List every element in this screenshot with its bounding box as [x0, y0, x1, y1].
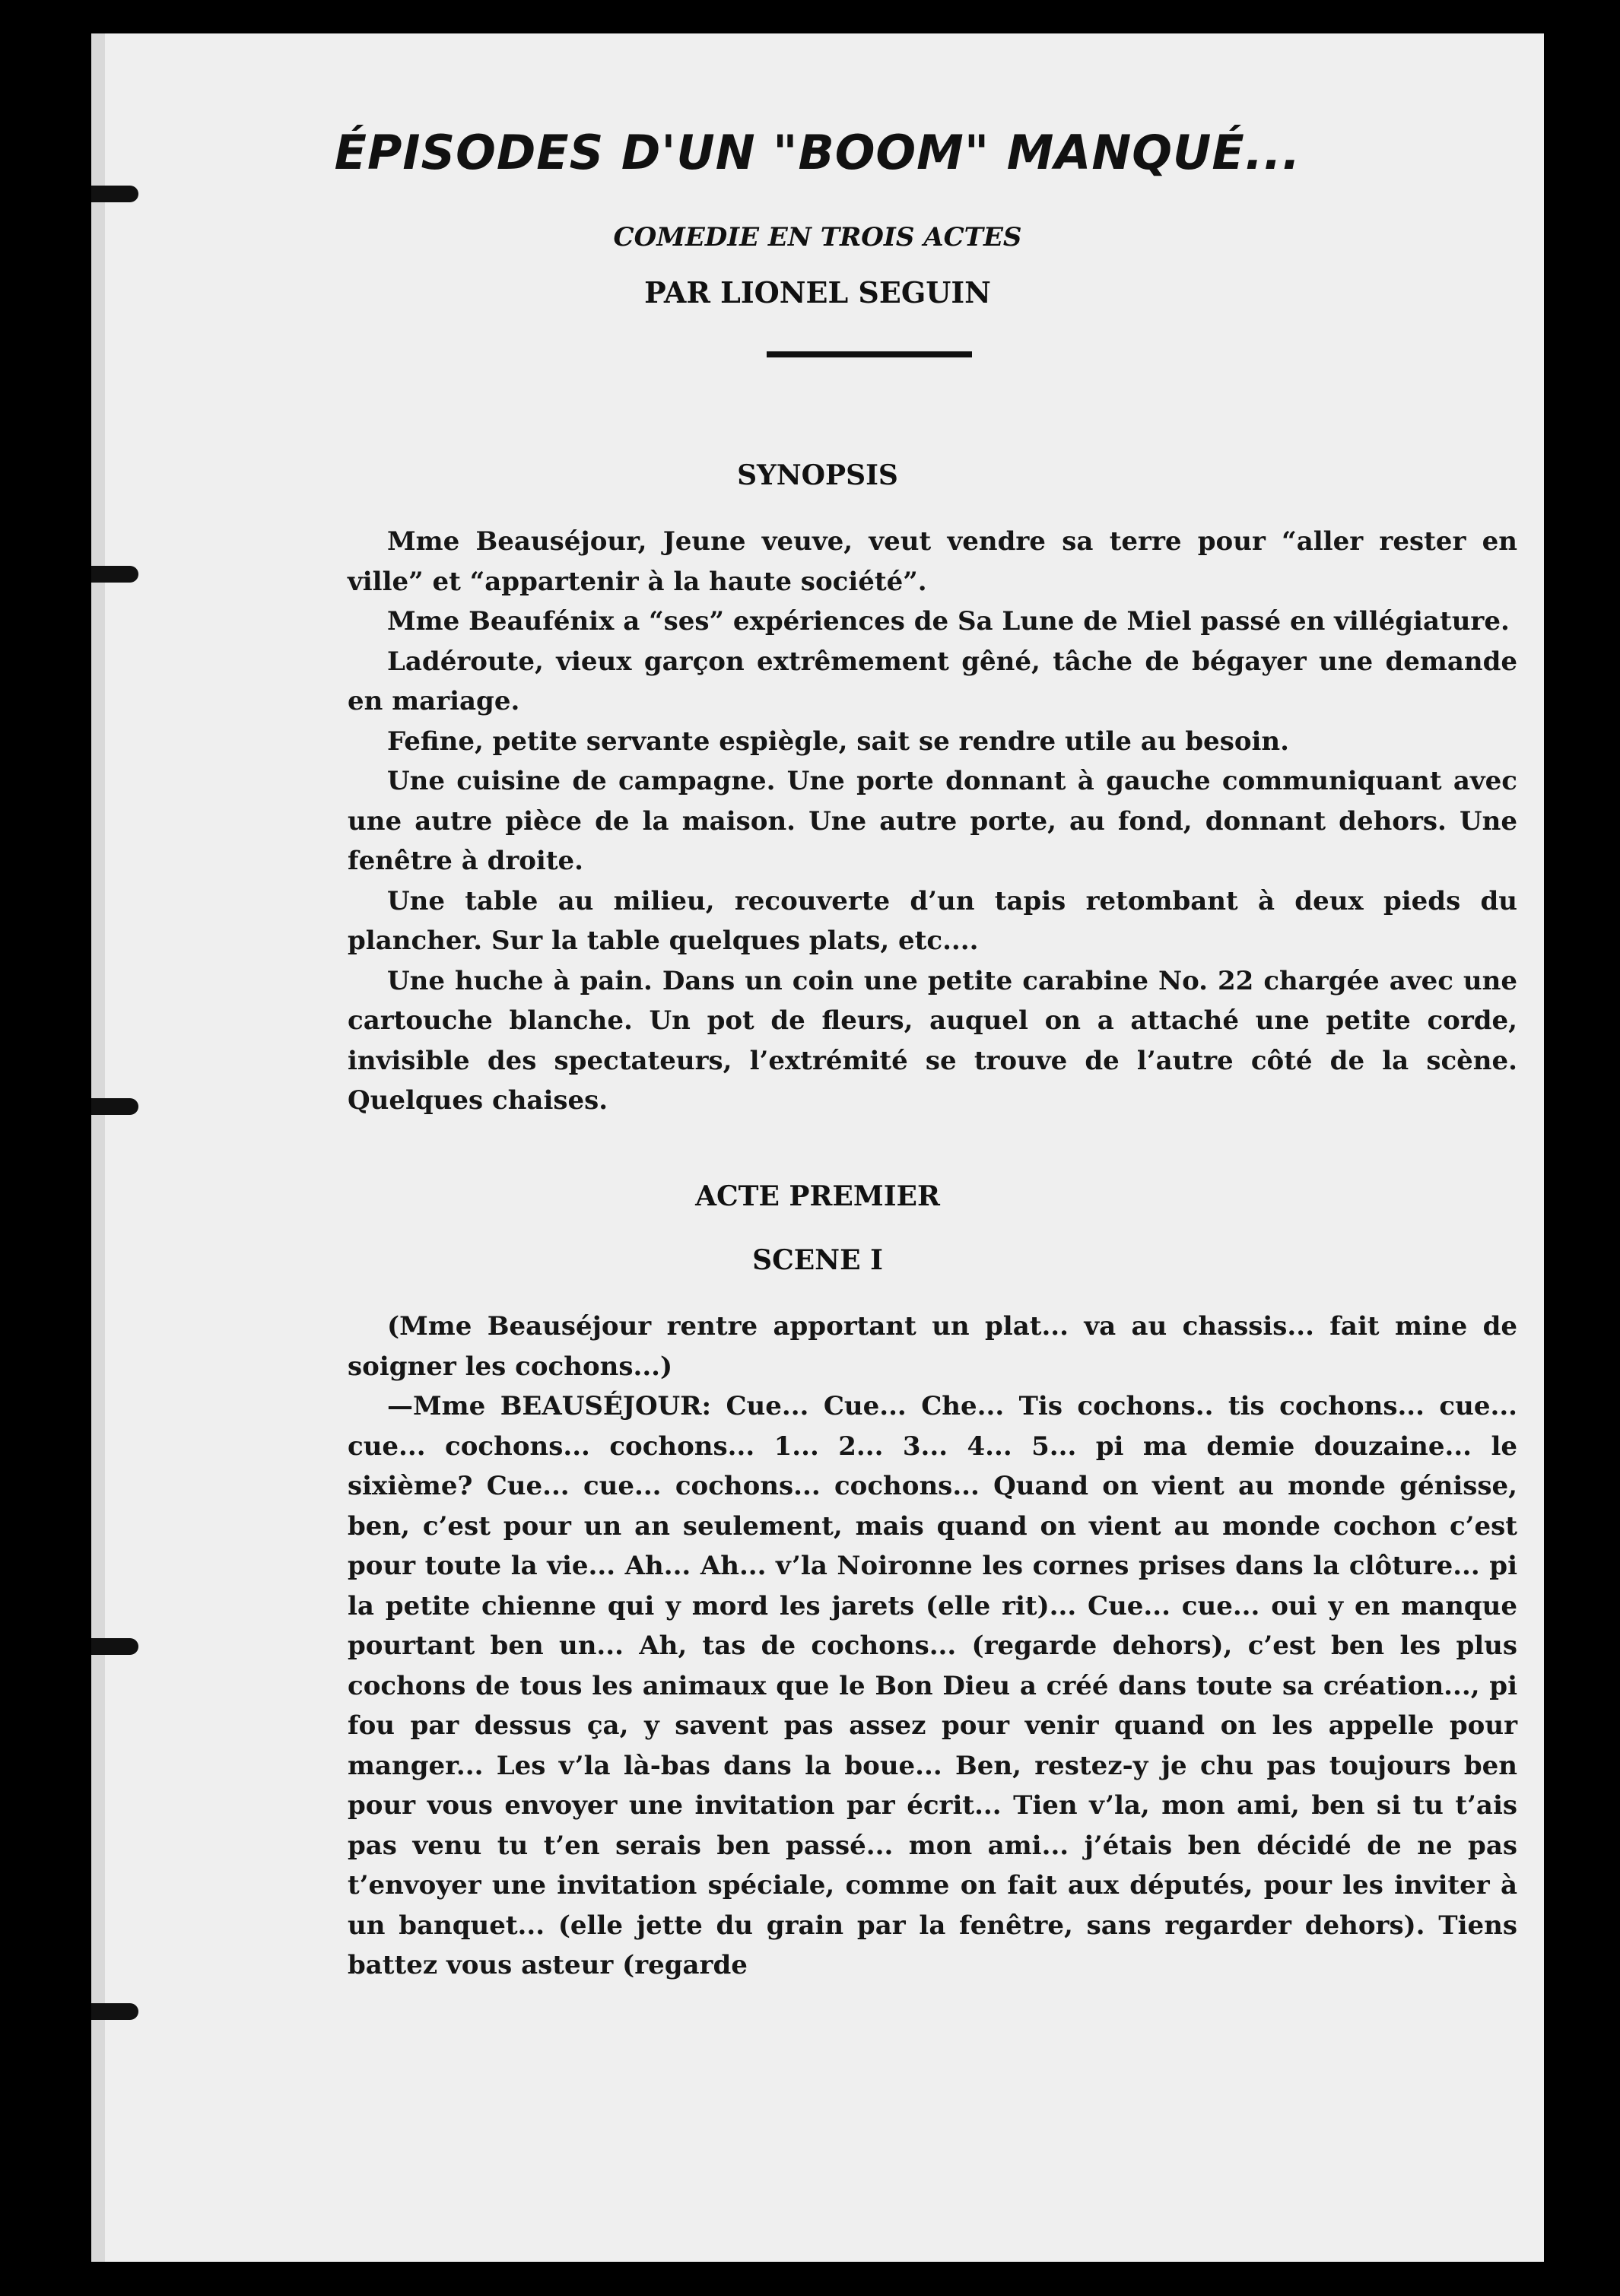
document-page [91, 33, 1544, 2262]
play-subtitle: COMEDIE EN TROIS ACTES [613, 222, 1022, 252]
binding-spine [91, 33, 105, 2262]
play-title: ÉPISODES D'UN "BOOM" MANQUÉ... [334, 125, 1301, 180]
title-rule [767, 351, 972, 357]
binding-staple [91, 1098, 138, 1115]
binding-staple [91, 186, 138, 202]
synopsis-body [348, 522, 1517, 1121]
act-heading: ACTE PREMIER [695, 1180, 940, 1212]
synopsis-paragraph: Une huche à pain. Dans un coin une petite carabine No. 22 chargée avec une cartouche blanche. Un pot de fleurs, auquel on a attaché une petite corde, invisible des spectateurs, l’extrémité se trouve de l’autre côté de la scène. Quelques chaises. [348, 965, 1517, 1116]
synopsis-paragraph: Une cuisine de campagne. Une porte donnant à gauche communiquant avec une autre pièce de la maison. Une autre porte, au fond, donnant dehors. Une fenêtre à droite. [348, 766, 1517, 876]
binding-staple [91, 566, 138, 583]
synopsis-paragraph: Fefine, petite servante espiègle, sait se rendre utile au besoin. [387, 726, 1289, 757]
synopsis-paragraph: Ladéroute, vieux garçon extrêmement gêné, tâche de bégayer une demande en mariage. [348, 646, 1517, 716]
dialogue-paragraph: —Mme BEAUSÉJOUR: Cue... Cue... Che... Tis cochons.. tis cochons... cue... cue... cochons... cochons... 1... 2... 3... 4... 5... pi ma demie douzaine... le sixième? Cue... cue... cochons... cochons... Quand on vient au monde génisse, ben, c’est pour un an seulement, mais quand on vient au monde cochon c’est pour toute la vie... Ah... Ah... v’la Noironne les cornes prises dans la clôture... pi la petite chienne qui y mord les jarets (elle rit)... Cue... cue... oui y en manque pourtant ben un... Ah, tas de cochons... (regarde dehors), c’est ben les plus cochons de tous les animaux que le Bon Dieu a créé dans toute sa création..., pi fou par dessus ça, y savent pas assez pour venir quand on les appelle pour manger... Les v’la là-bas dans la boue... Ben, restez-y je chu pas toujours ben pour vous envoyer une invitation par écrit... Tien v’la, mon ami, ben si tu t’ais pas venu tu t’en serais ben passé... mon ami... j’étais ben décidé de ne pas t’envoyer une invitation spéciale, comme on fait aux députés, pour les inviter à un banquet... (elle jette du grain par la fenêtre, sans regarder dehors). Tiens battez vous asteur (regarde [348, 1391, 1517, 1980]
synopsis-paragraph: Une table au milieu, recouverte d’un tapis retombant à deux pieds du plancher. Sur la table quelques plats, etc.... [348, 885, 1517, 956]
scene-heading: SCENE I [752, 1244, 883, 1276]
synopsis-paragraph: Mme Beaufénix a “ses” expériences de Sa Lune de Miel passé en villégiature. [387, 606, 1510, 637]
binding-staple [91, 1638, 138, 1655]
stage-direction: (Mme Beauséjour rentre apportant un plat... va au chassis... fait mine de soigner les cochons...) [348, 1311, 1517, 1382]
synopsis-heading: SYNOPSIS [737, 459, 898, 491]
play-author: PAR LIONEL SEGUIN [644, 275, 991, 310]
synopsis-paragraph: Mme Beauséjour, Jeune veuve, veut vendre sa terre pour “aller rester en ville” et “appartenir à la haute société”. [348, 526, 1517, 597]
scene-body [348, 1307, 1517, 1986]
binding-staple [91, 2003, 138, 2020]
